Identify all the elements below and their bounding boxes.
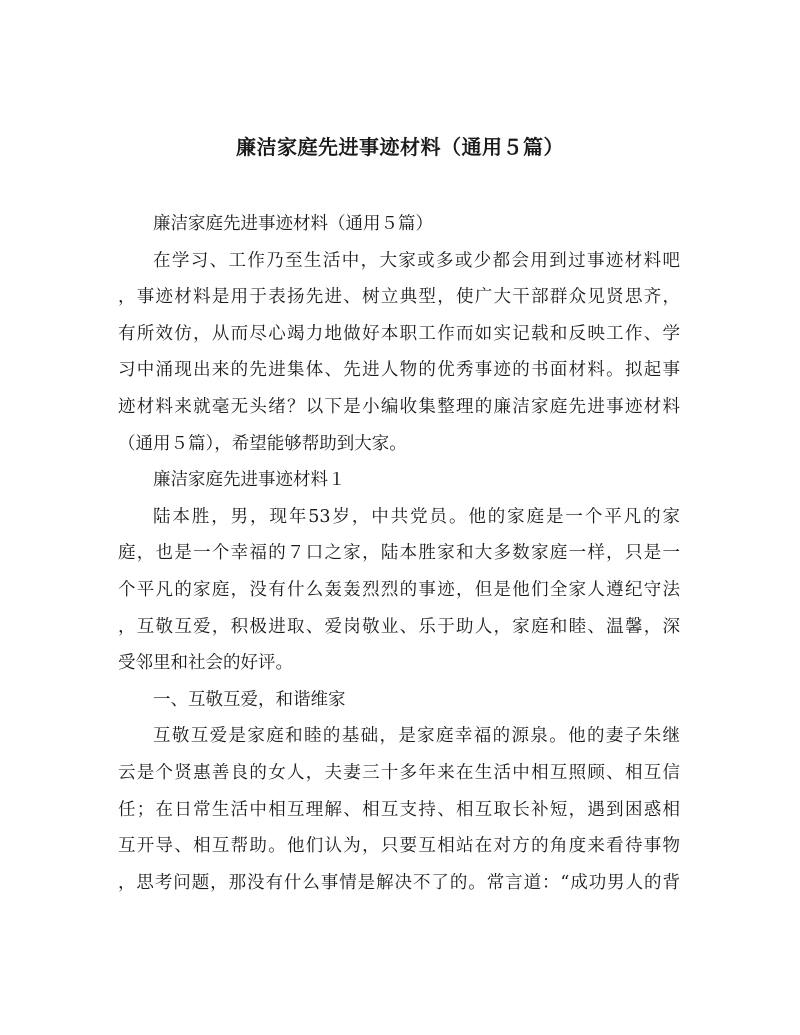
intro-line: 有所效仿，从而尽心竭力地做好本职工作而如实记载和反映工作、学: [118, 323, 680, 344]
paragraph-line: 云是个贤惠善良的女人，夫妻三十多年来在生活中相互照顾、相互信: [118, 762, 680, 783]
paragraph-line: 受邻里和社会的好评。: [118, 653, 293, 674]
intro-line: （通用５篇），希望能够帮助到大家。: [118, 433, 407, 454]
section-heading: 廉洁家庭先进事迹材料１: [153, 470, 346, 491]
intro-line: 习中涌现出来的先进集体、先进人物的优秀事迹的书面材料。拟起事: [118, 360, 680, 381]
intro-paragraph: [118, 243, 680, 463]
paragraph-line: 个平凡的家庭，没有什么轰轰烈烈的事迹，但是他们全家人遵纪守法: [118, 579, 680, 600]
paragraph-line: ，思考问题，那没有什么事情是解决不了的。常言道：“成功男人的背: [118, 872, 680, 893]
intro-line: ，事迹材料是用于表扬先进、树立典型，使广大干部群众见贤思齐，: [118, 287, 680, 308]
paragraph-line: 互敬互爱是家庭和睦的基础，是家庭幸福的源泉。他的妻子朱继: [153, 726, 680, 747]
intro-line: 迹材料来就毫无头绪？以下是小编收集整理的廉洁家庭先进事迹材料: [118, 396, 680, 417]
paragraph-line: 互开导、相互帮助。他们认为，只要互相站在对方的角度来看待事物: [118, 836, 680, 857]
paragraph-line: 任；在日常生活中相互理解、相互支持、相互取长补短，遇到困惑相: [118, 799, 680, 820]
document-body: [118, 206, 680, 901]
paragraph-1: [118, 499, 680, 682]
intro-line: 在学习、工作乃至生活中，大家或多或少都会用到过事迹材料吧: [153, 250, 680, 271]
paragraph-line: 庭，也是一个幸福的７口之家，陆本胜家和大多数家庭一样，只是一: [118, 543, 680, 564]
paragraph-line: 陆本胜，男，现年53岁，中共党员。他的家庭是一个平凡的家: [153, 506, 680, 527]
document-title: 廉洁家庭先进事迹材料（通用５篇）: [236, 135, 564, 159]
subheading: 一、互敬互爱，和谐维家: [153, 689, 346, 710]
paragraph-line: ，互敬互爱，积极进取、爱岗敬业、乐于助人，家庭和睦、温馨，深: [118, 616, 680, 637]
paragraph-2: [118, 718, 680, 901]
document-subtitle: 廉洁家庭先进事迹材料（通用５篇）: [153, 214, 433, 234]
